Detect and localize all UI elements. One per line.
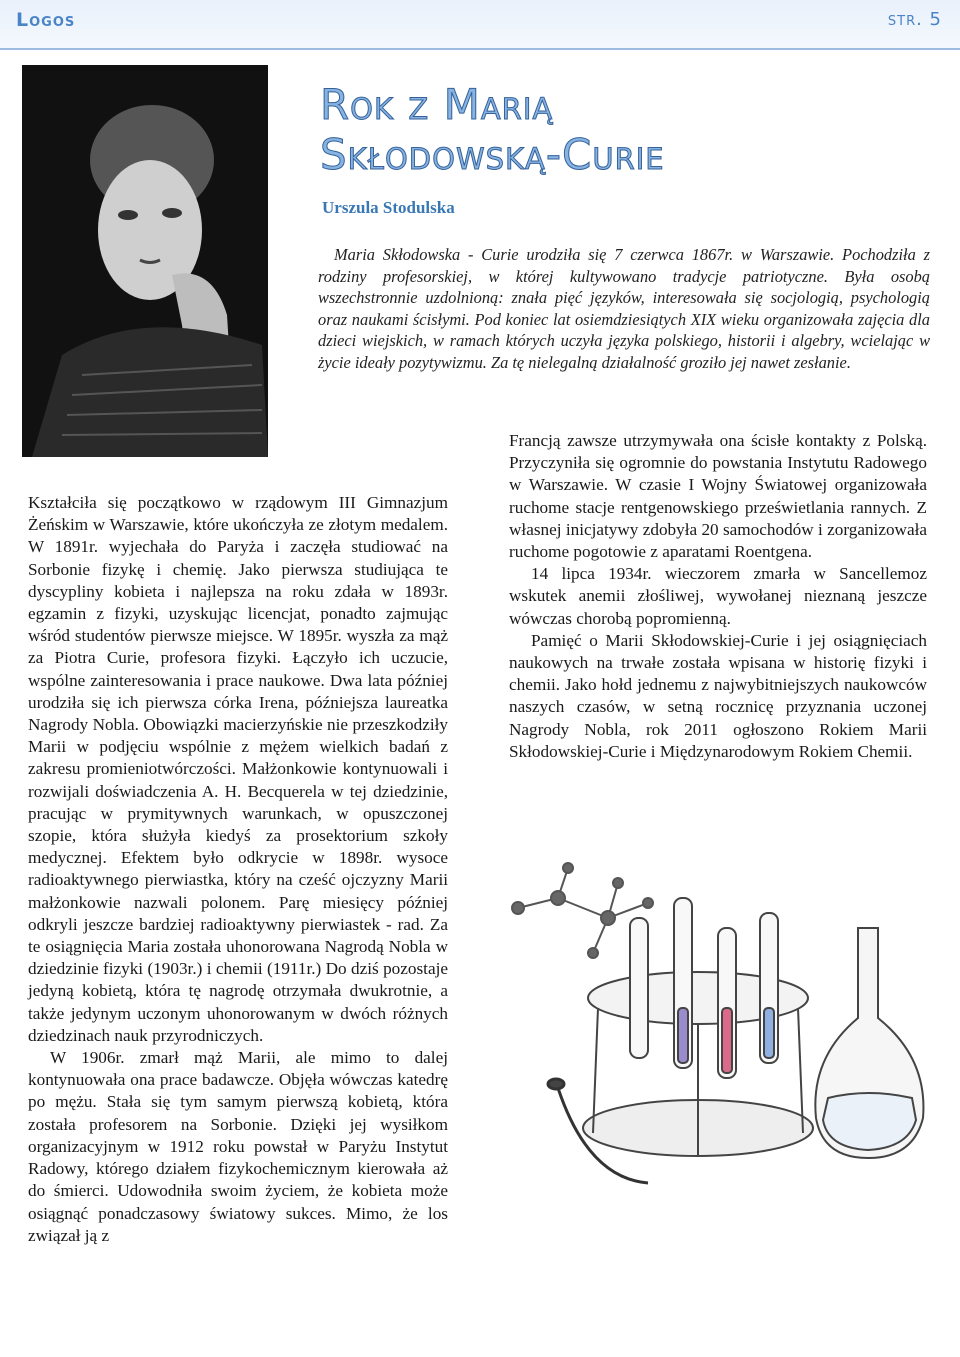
- flask-icon: [815, 928, 923, 1158]
- left-paragraph-2: W 1906r. zmarł mąż Marii, ale mimo to dalej kontynuowała ona prace badawcze. Objęła wówczas katedrę po mężu. Stała się tym samym pierwszą kobietą, która została profesorem na Sorbonie. Dzięki jej wysiłkom organizacyjnym w 1912 roku powstał w Paryżu Instytut Radowy, którego działem fizykochemicznym kierowała aż do śmierci. Udowodniła swoim życiem, że kobieta może osiągnąć ponadczasowy światowy sukces. Mimo, że los związał ją z: [28, 1048, 448, 1245]
- title-line-1: Rok z Marią: [320, 80, 554, 129]
- magazine-name: Logos: [16, 9, 76, 31]
- page-header: [0, 0, 960, 50]
- chemistry-drawing: [498, 858, 940, 1203]
- article-title: [320, 80, 940, 180]
- title-line-2: Skłodowską-Curie: [320, 130, 665, 179]
- right-paragraph-2: 14 lipca 1934r. wieczorem zmarła w Sancellemoz wskutek anemii złośliwej, wywołanej nieznaną jeszcze wówczas chorobą popromienną.: [509, 564, 927, 628]
- right-paragraph-1: Francją zawsze utrzymywała ona ścisłe kontakty z Polską. Przyczyniła się ogromnie do powstania Instytutu Radowego w Warszawie. W czasie I Wojny Światowej organizowała ruchome stacje rentgenowskiego prześwietlania rannych. Z własnej inicjatywy zdobyła 20 samochodów i zorganizowała ruchome pogotowie z aparatami Roentgena.: [509, 431, 927, 562]
- portrait-photo: [22, 65, 268, 457]
- left-column: [28, 492, 448, 1247]
- author-name: Urszula Stodulska: [322, 198, 455, 217]
- right-paragraph-3: Pamięć o Marii Skłodowskiej-Curie i jej osiągnięciach naukowych na trwałe została wpisana w historię fizyki i chemii. Jako hołd jednemu z najwybitniejszych naukowców naszych czasów, w setną rocznicę przyznania uczonej Nagrody Nobla, rok 2011 ogłoszono Rokiem Marii Skłodowskiej-Curie i Międzynarodowym Rokiem Chemii.: [509, 630, 927, 761]
- intro-text: Maria Skłodowska - Curie urodziła się 7 czerwca 1867r. w Warszawie. Pochodziła z rodziny profesorskiej, w której kultywowano tradycje patriotyczne. Była osobą wszechstronnie uzdolnioną: znała pięć języków, interesowała się socjologią, psychologią oraz naukami ścisłymi. Pod koniec lat osiemdziesiątych XIX wieku organizowała zajęcia dla dzieci wiejskich, w ramach których uczyła języka polskiego, historii i algebry, wcielając w życie ideały pozytywizmu. Za tę nielegalną działalność groziło jej nawet zesłanie.: [318, 245, 930, 372]
- right-column: [509, 430, 927, 763]
- page-number: str. 5: [887, 9, 942, 30]
- portrait-illustration: [22, 65, 268, 457]
- left-paragraph-1: Kształciła się początkowo w rządowym III Gimnazjum Żeńskim w Warszawie, które ukończyła ze złotym medalem. W 1891r. wyjechała do Paryża i zaczęła studiować na Sorbonie fizykę i chemię. Jako pierwsza studiująca te dyscypliny kobieta i najlepsza na roku zdała w 1893r. egzamin z fizyki, uzyskując licencjat, ponadto zajmując wśród studentów pierwsze miejsce. W 1895r. wyszła za mąż za Piotra Curie, profesora fizyki. Łączyło ich uczucie, wspólne zainteresowania i prace naukowe. Dwa lata później urodziła się ich pierwsza córka Irena, późniejsza laureatka Nagrody Nobla. Obowiązki macierzyńskie nie przeszkodziły Marii w podjęciu wspólnie z mężem wielkich badań z zakresu promieniotwórczości. Małżonkowie kontynuowali i rozwijali doświadczenia A. H. Becquerela w tej dziedzinie, pracując w prymitywnych warunkach, w opuszczonej szopie, która służyła kiedyś za prosektorium szkoły medycznej. Efektem było odkrycie w 1898r. wysoce radioaktywnego pierwiastka, który na cześć ojczyzny Marii małżonkowie nazwali polonem. Parę miesięcy później odkryli jeszcze bardziej radioaktywny pierwiastek - rad. Za te osiągnięcia Maria została uhonorowana Nagrodą Nobla w dziedzinie fizyki (1903r.) i chemii (1911r.) Do dziś pozostaje jedyną kobietą, która tę nagrodę otrzymała dwukrotnie, a także jedynym uczonym uhonorowanym w dwóch różnych dziedzinach nauk przyrodniczych.: [28, 493, 448, 1045]
- intro-paragraph: [318, 244, 930, 373]
- lab-equipment-illustration: [498, 858, 940, 1203]
